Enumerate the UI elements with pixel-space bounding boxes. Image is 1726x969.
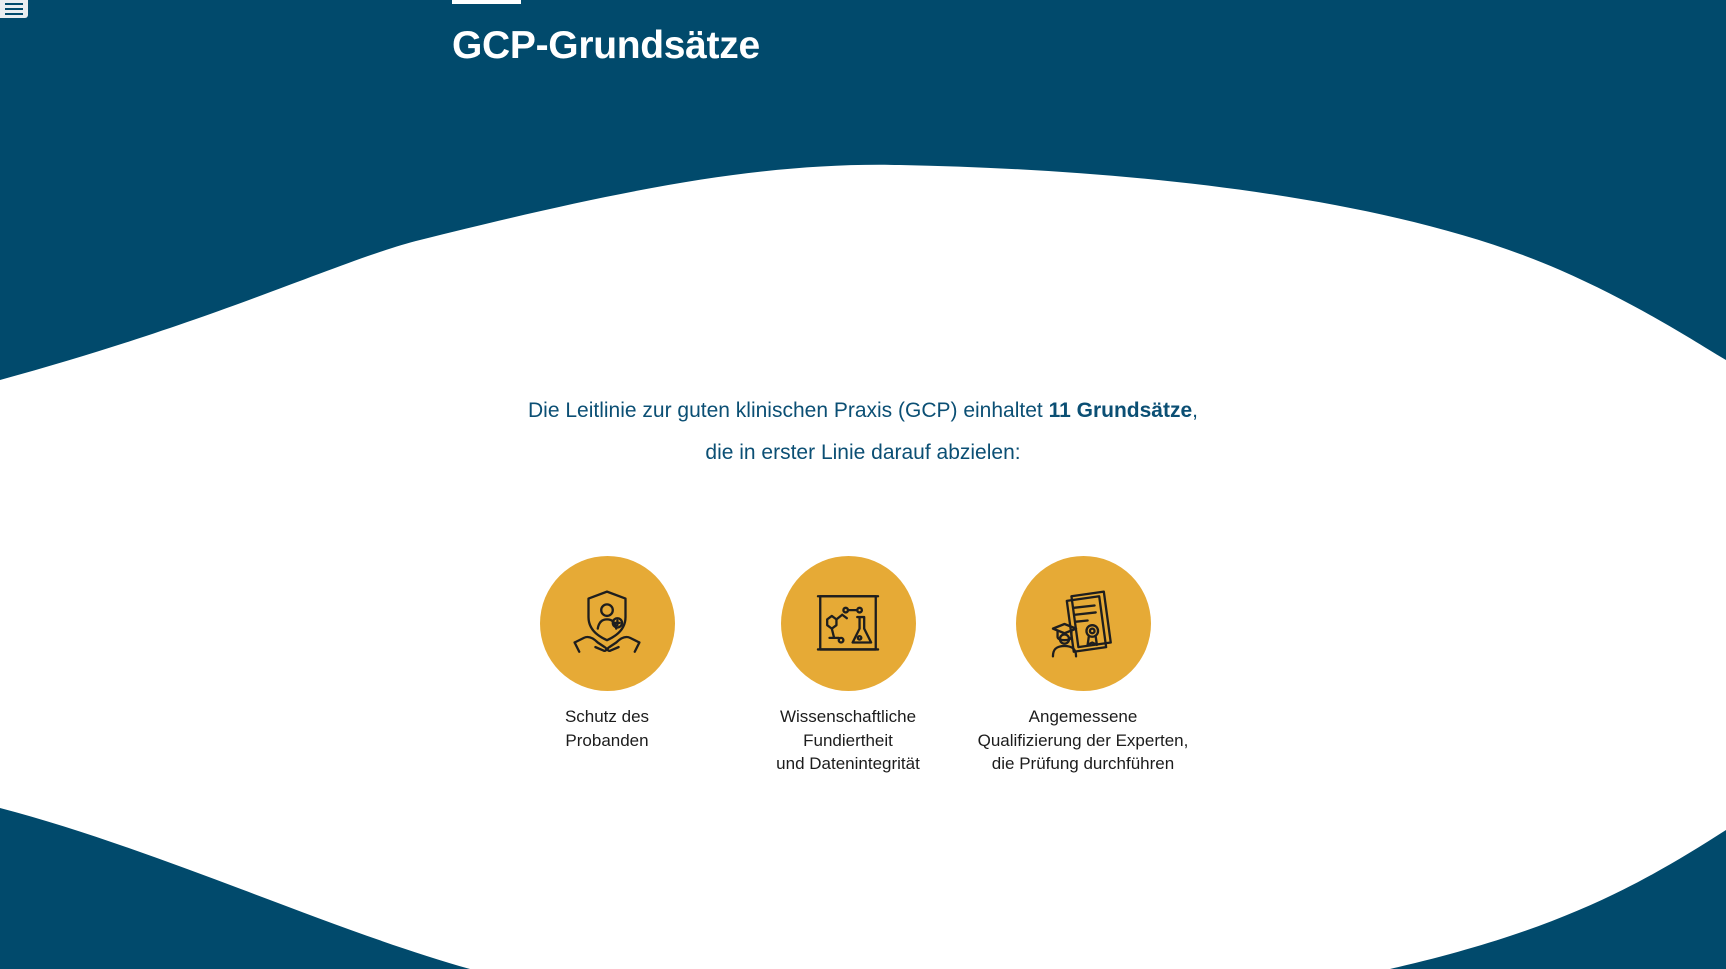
- menu-button[interactable]: [0, 0, 28, 18]
- principle-scientific: [728, 556, 968, 776]
- principle-label: Angemessene Qualifizierung der Experten, die Prüfung durchführen: [977, 707, 1189, 773]
- principle-label: Schutz des Probanden: [564, 707, 650, 750]
- principle-qualification: [963, 556, 1203, 776]
- lab-whiteboard-icon: [811, 587, 885, 661]
- intro-line-2: die in erster Linie darauf abzielen:: [705, 441, 1021, 464]
- principle-protection: [487, 556, 727, 752]
- menu-line-icon: [5, 13, 23, 15]
- menu-line-icon: [5, 3, 23, 5]
- principle-circle: [540, 556, 675, 691]
- menu-line-icon: [5, 8, 23, 10]
- principle-circle: [781, 556, 916, 691]
- principle-label: Wissenschaftliche Fundiertheit und Datenintegrität: [776, 707, 920, 773]
- certificate-expert-icon: [1046, 587, 1120, 661]
- intro-line-1: [463, 390, 1263, 432]
- intro-text-bold: 11 Grundsätze: [1048, 399, 1193, 422]
- shield-person-hands-icon: [570, 587, 644, 661]
- page-title: GCP-Grundsätze: [452, 24, 760, 67]
- principle-circle: [1016, 556, 1151, 691]
- title-accent-bar: [452, 0, 521, 4]
- intro-text-after: ,: [1192, 399, 1198, 422]
- intro-text-before: Die Leitlinie zur guten klinischen Praxis (GCP) einhaltet: [528, 399, 1049, 422]
- intro-text: [463, 390, 1263, 474]
